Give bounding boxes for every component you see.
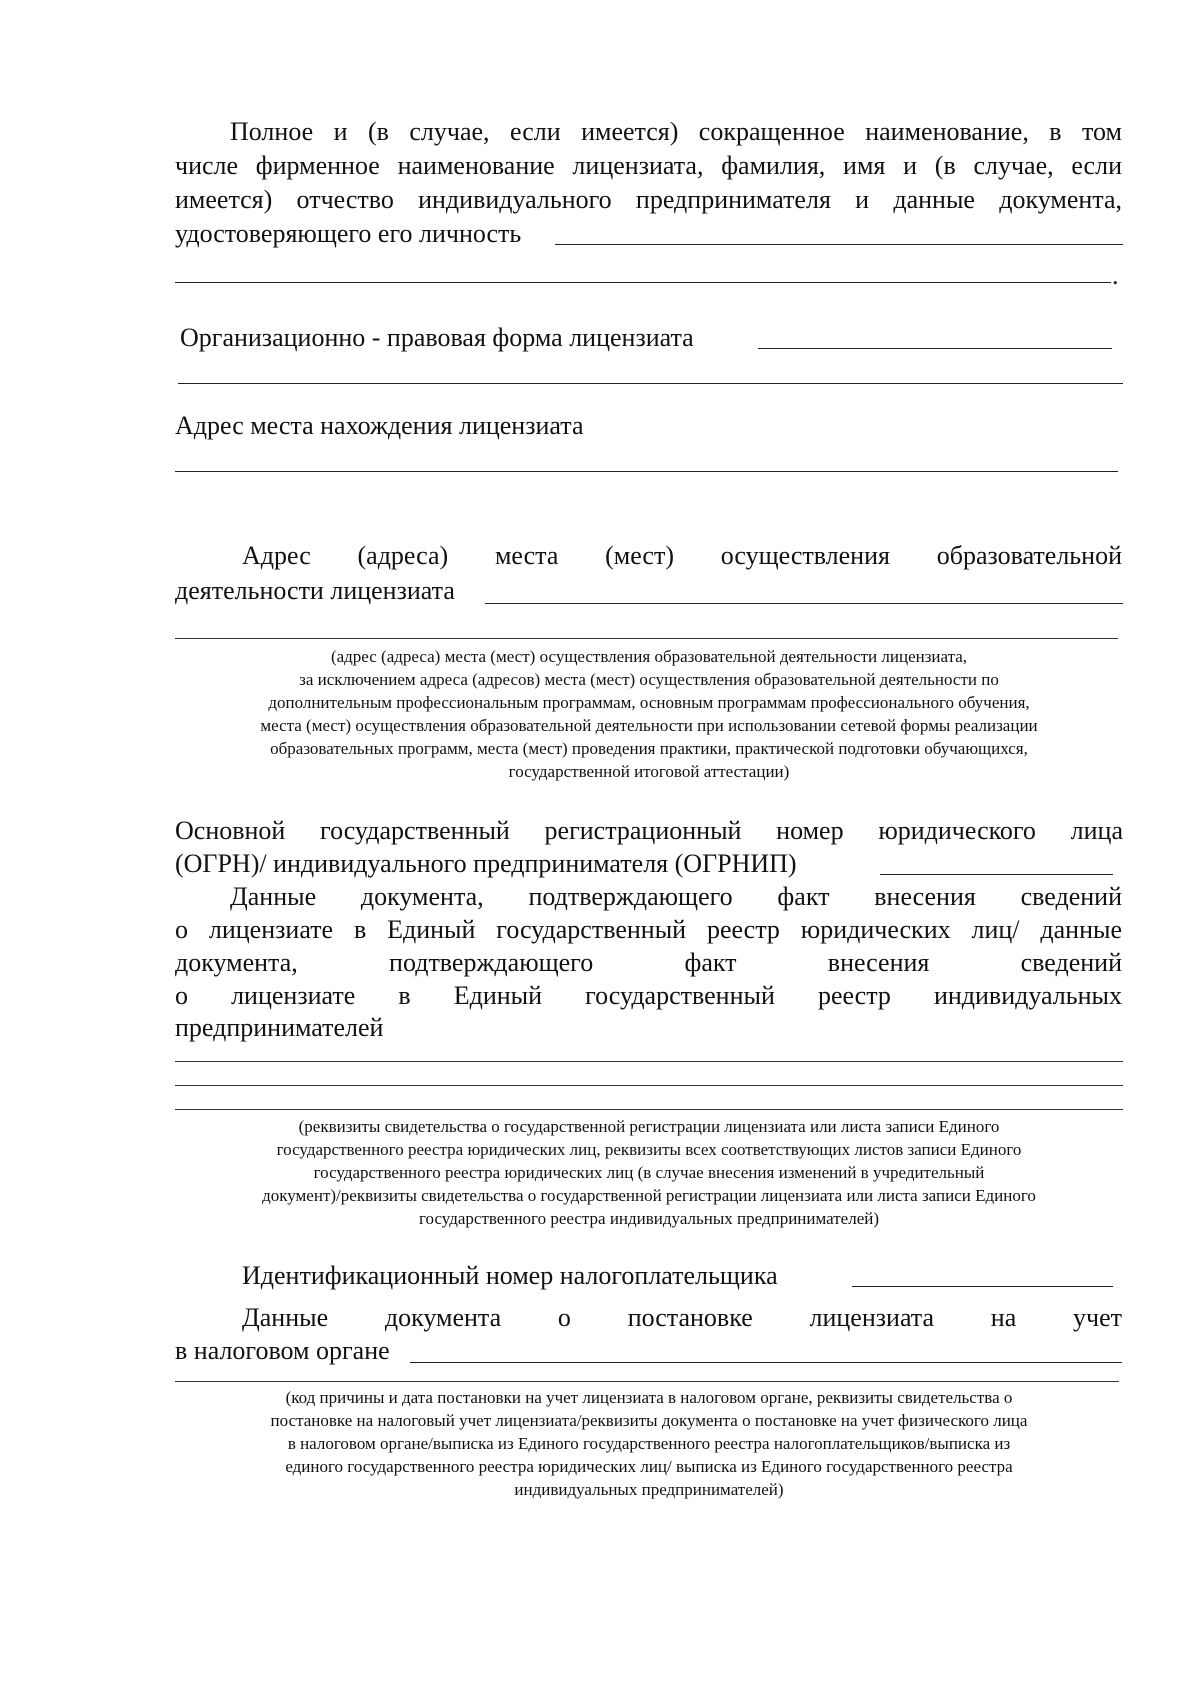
tax-registration-input-line-2[interactable]: [175, 1381, 1119, 1382]
egrul-text-line-2: о лицензиате в Единый государственный реестр юридических лиц/ данные: [175, 915, 1122, 944]
egrul-text-line-1: Данные документа, подтверждающего факт внесения сведений: [230, 882, 1122, 911]
note-line: документ)/реквизиты свидетельства о государственной регистрации лицензиата или листа записи Единого: [262, 1186, 1036, 1205]
full-name-text-line-1: Полное и (в случае, если имеется) сокращенное наименование, в том: [230, 117, 1122, 146]
note-line: государственного реестра юридических лиц, реквизиты всех соответствующих листов записи Единого: [276, 1140, 1022, 1159]
egrul-text-line-5: предпринимателей: [175, 1013, 384, 1042]
ogrn-input-line[interactable]: [880, 874, 1113, 875]
egrul-text-line-3: документа, подтверждающего факт внесения сведений: [175, 948, 1122, 977]
legal-form-input-line-2[interactable]: [178, 383, 1123, 384]
tax-registration-input-line-1[interactable]: [410, 1362, 1122, 1363]
egrul-input-line-2[interactable]: [175, 1085, 1123, 1086]
note-line: в налоговом органе/выписка из Единого государственного реестра налогоплательщиков/выписка из: [287, 1434, 1011, 1453]
note-line: образовательных программ, места (мест) проведения практики, практической подготовки обучающихся,: [270, 739, 1028, 758]
full-name-text-line-2: числе фирменное наименование лицензиата, фамилия, имя и (в случае, если: [175, 151, 1122, 180]
tax-registration-text-line-1: Данные документа о постановке лицензиата на учет: [242, 1303, 1122, 1332]
note-line: места (мест) осуществления образовательной деятельности при использовании сетевой формы реализации: [260, 716, 1038, 735]
full-name-input-line-2[interactable]: [175, 282, 1111, 283]
note-line: (код причины и дата постановки на учет лицензиата в налоговом органе, реквизиты свидетельства о: [285, 1388, 1013, 1407]
activity-address-note: [175, 645, 1123, 783]
note-line: государственного реестра индивидуальных предпринимателей): [418, 1209, 879, 1228]
egrul-text-line-4: о лицензиате в Единый государственный реестр индивидуальных: [175, 981, 1122, 1010]
tax-registration-text-line-2: в налоговом органе: [175, 1336, 390, 1365]
egrul-note: [175, 1115, 1123, 1230]
note-line: (адрес (адреса) места (мест) осуществления образовательной деятельности лицензиата,: [330, 647, 968, 666]
note-line: индивидуальных предпринимателей): [514, 1480, 784, 1499]
full-name-input-line-1[interactable]: [555, 244, 1123, 245]
full-name-end-dot: .: [1112, 261, 1119, 290]
inn-label: Идентификационный номер налогоплательщика: [242, 1261, 778, 1290]
note-line: дополнительным профессиональным программам, основным программам профессионального обучения,: [268, 693, 1030, 712]
full-name-text-line-3: имеется) отчество индивидуального предпринимателя и данные документа,: [175, 185, 1122, 214]
inn-input-line[interactable]: [852, 1286, 1113, 1287]
note-line: государственного реестра юридических лиц (в случае внесения изменений в учредительный: [313, 1163, 985, 1182]
ogrn-text-line-1: Основной государственный регистрационный номер юридического лица: [175, 816, 1123, 845]
egrul-input-line-1[interactable]: [175, 1061, 1123, 1062]
activity-address-input-line-2[interactable]: [175, 638, 1118, 639]
note-line: (реквизиты свидетельства о государственной регистрации лицензиата или листа записи Единого: [298, 1117, 1000, 1136]
egrul-input-line-3[interactable]: [175, 1109, 1123, 1110]
note-line: постановке на налоговый учет лицензиата/реквизиты документа о постановке на учет физического лица: [270, 1411, 1028, 1430]
note-line: государственной итоговой аттестации): [508, 762, 790, 781]
full-name-text-line-4: удостоверяющего его личность: [175, 219, 522, 248]
note-line: единого государственного реестра юридических лиц/ выписка из Единого государственного реестра: [285, 1457, 1013, 1476]
activity-address-input-line-1[interactable]: [485, 603, 1123, 604]
address-label: Адрес места нахождения лицензиата: [175, 411, 584, 440]
note-line: за исключением адреса (адресов) места (мест) осуществления образовательной деятельности по: [299, 670, 999, 689]
tax-registration-note: [175, 1386, 1123, 1501]
activity-address-text-line-1: Адрес (адреса) места (мест) осуществления образовательной: [242, 541, 1122, 570]
activity-address-text-line-2: деятельности лицензиата: [175, 576, 455, 605]
address-input-line[interactable]: [175, 471, 1118, 472]
legal-form-input-line-1[interactable]: [758, 348, 1112, 349]
legal-form-label: Организационно - правовая форма лицензиата: [180, 323, 694, 352]
ogrn-text-line-2: (ОГРН)/ индивидуального предпринимателя (ОГРНИП): [175, 849, 797, 878]
